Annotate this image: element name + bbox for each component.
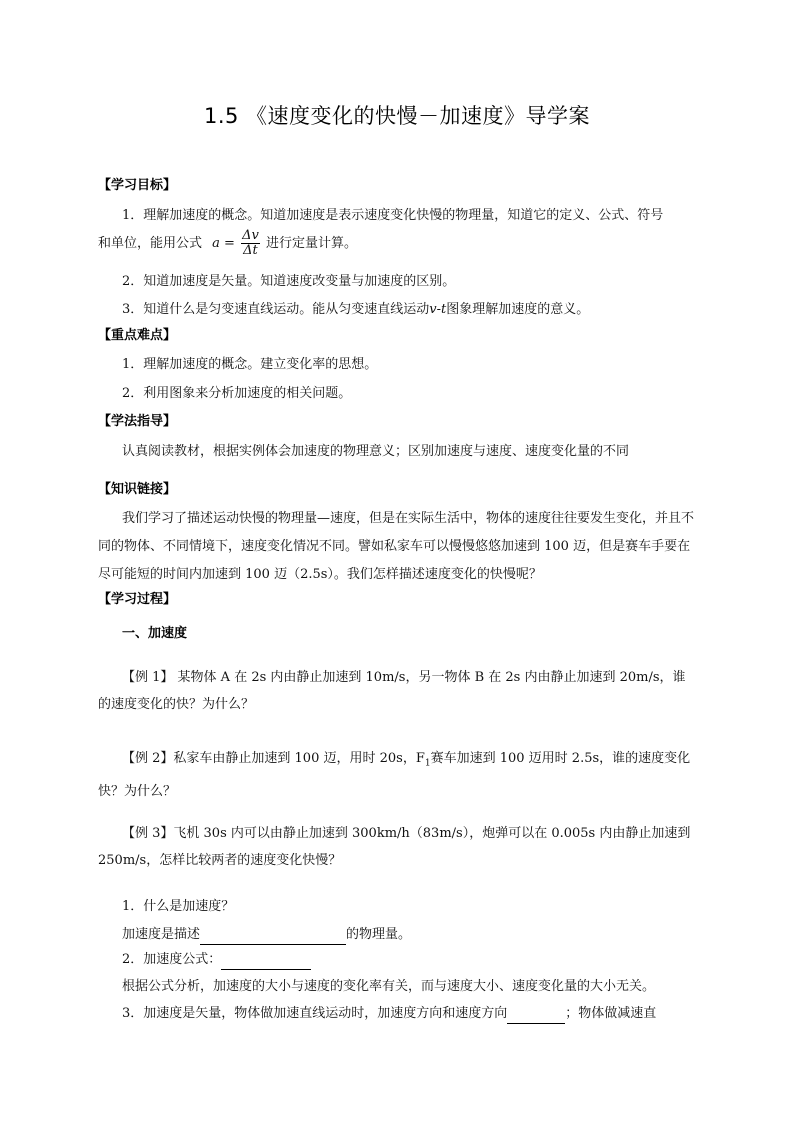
goal-item-3-pre: 3．知道什么是匀变速直线运动。能从匀变速直线运动 xyxy=(122,302,430,317)
example-2-text xyxy=(98,745,698,805)
knowledge-link-paragraph: 我们学习了描述运动快慢的物理量—速度，但是在实际生活中，物体的速度往往要发生变化，并且不同的物体、不同情境下，速度变化情况不同。譬如私家车可以慢慢悠悠加速到 100 迈，但是赛车手要在尽可能短的时间内加速到 100 迈（2.5s）。我们怎样描述速度变化的快慢呢？ xyxy=(98,511,695,582)
goal-item-3-vt: v-t xyxy=(429,302,447,317)
question-3-pre: 3．加速度是矢量，物体做加速直线运动时，加速度方向和速度方向 xyxy=(122,1006,508,1021)
answer-blank-3[interactable] xyxy=(507,1009,565,1024)
goal-item-3-post: 图象理解加速度的意义。 xyxy=(446,302,590,317)
subheading-acceleration: 一、加速度 xyxy=(122,626,188,641)
answer-blank-1[interactable] xyxy=(200,930,346,945)
goal-item-2: 2．知道加速度是矢量。知道速度改变量与加速度的区别。 xyxy=(122,274,456,289)
question-3-post: ；物体做减速直 xyxy=(565,1006,657,1021)
question-2 xyxy=(122,950,311,970)
formula-numerator: Δv xyxy=(242,228,259,243)
question-1-post: 的物理量。 xyxy=(346,927,412,942)
page-title: 1.5 《速度变化的快慢－加速度》导学案 xyxy=(203,104,591,128)
heading-knowledge-link: 【知识链接】 xyxy=(98,482,177,497)
answer-blank-2[interactable] xyxy=(221,955,311,970)
question-1-pre: 加速度是描述 xyxy=(122,927,201,942)
key-item-1: 1．理解加速度的概念。建立变化率的思想。 xyxy=(122,357,378,372)
heading-method: 【学法指导】 xyxy=(98,414,177,429)
question-2-label: 2．加速度公式： xyxy=(122,952,222,967)
question-3 xyxy=(122,1004,656,1024)
heading-key-points: 【重点难点】 xyxy=(98,328,177,343)
example-2-part-b: 赛车加速到 100 迈用时 2.5s，谁的速度变化快？为什么？ xyxy=(98,751,691,799)
goal-item-1-line-2 xyxy=(98,229,357,258)
example-1-text: 【例 1】 某物体 A 在 2s 内由静止加速到 10m/s，另一物体 B 在 2s 内由静止加速到 20m/s，谁的速度变化的快？为什么？ xyxy=(98,670,686,712)
method-text: 认真阅读教材，根据实例体会加速度的物理意义；区别加速度与速度、速度变化量的不同 xyxy=(122,444,630,459)
goal-item-1-pre: 和单位，能用公式 xyxy=(98,236,203,251)
question-1-fill xyxy=(122,925,411,945)
question-2-note: 根据公式分析，加速度的大小与速度的变化率有关，而与速度大小、速度变化量的大小无关。 xyxy=(122,979,656,994)
example-3 xyxy=(98,820,698,874)
goal-item-1-line-1: 1．理解加速度的概念。知道加速度是表示速度变化快慢的物理量，知道它的定义、公式、符号 xyxy=(122,208,664,223)
heading-learning-goals: 【学习目标】 xyxy=(98,178,177,193)
question-1: 1．什么是加速度？ xyxy=(122,899,235,914)
example-2-subscript: 1 xyxy=(424,758,431,769)
example-1 xyxy=(98,664,698,718)
knowledge-link-text xyxy=(98,505,698,589)
example-2 xyxy=(98,745,698,805)
acceleration-formula xyxy=(241,229,260,258)
goal-item-3 xyxy=(122,300,589,320)
key-item-2: 2．利用图象来分析加速度的相关问题。 xyxy=(122,386,352,401)
formula-denominator: Δt xyxy=(243,243,258,258)
goal-item-1-post: 进行定量计算。 xyxy=(265,236,357,251)
example-2-part-a: 【例 2】私家车由静止加速到 100 迈，用时 20s，F xyxy=(122,751,425,766)
formula-lhs: a = xyxy=(212,236,235,251)
heading-process: 【学习过程】 xyxy=(98,592,177,607)
example-3-text: 【例 3】飞机 30s 内可以由静止加速到 300km/h（83m/s），炮弹可以在 0.005s 内由静止加速到 250m/s，怎样比较两者的速度变化快慢？ xyxy=(98,826,691,868)
